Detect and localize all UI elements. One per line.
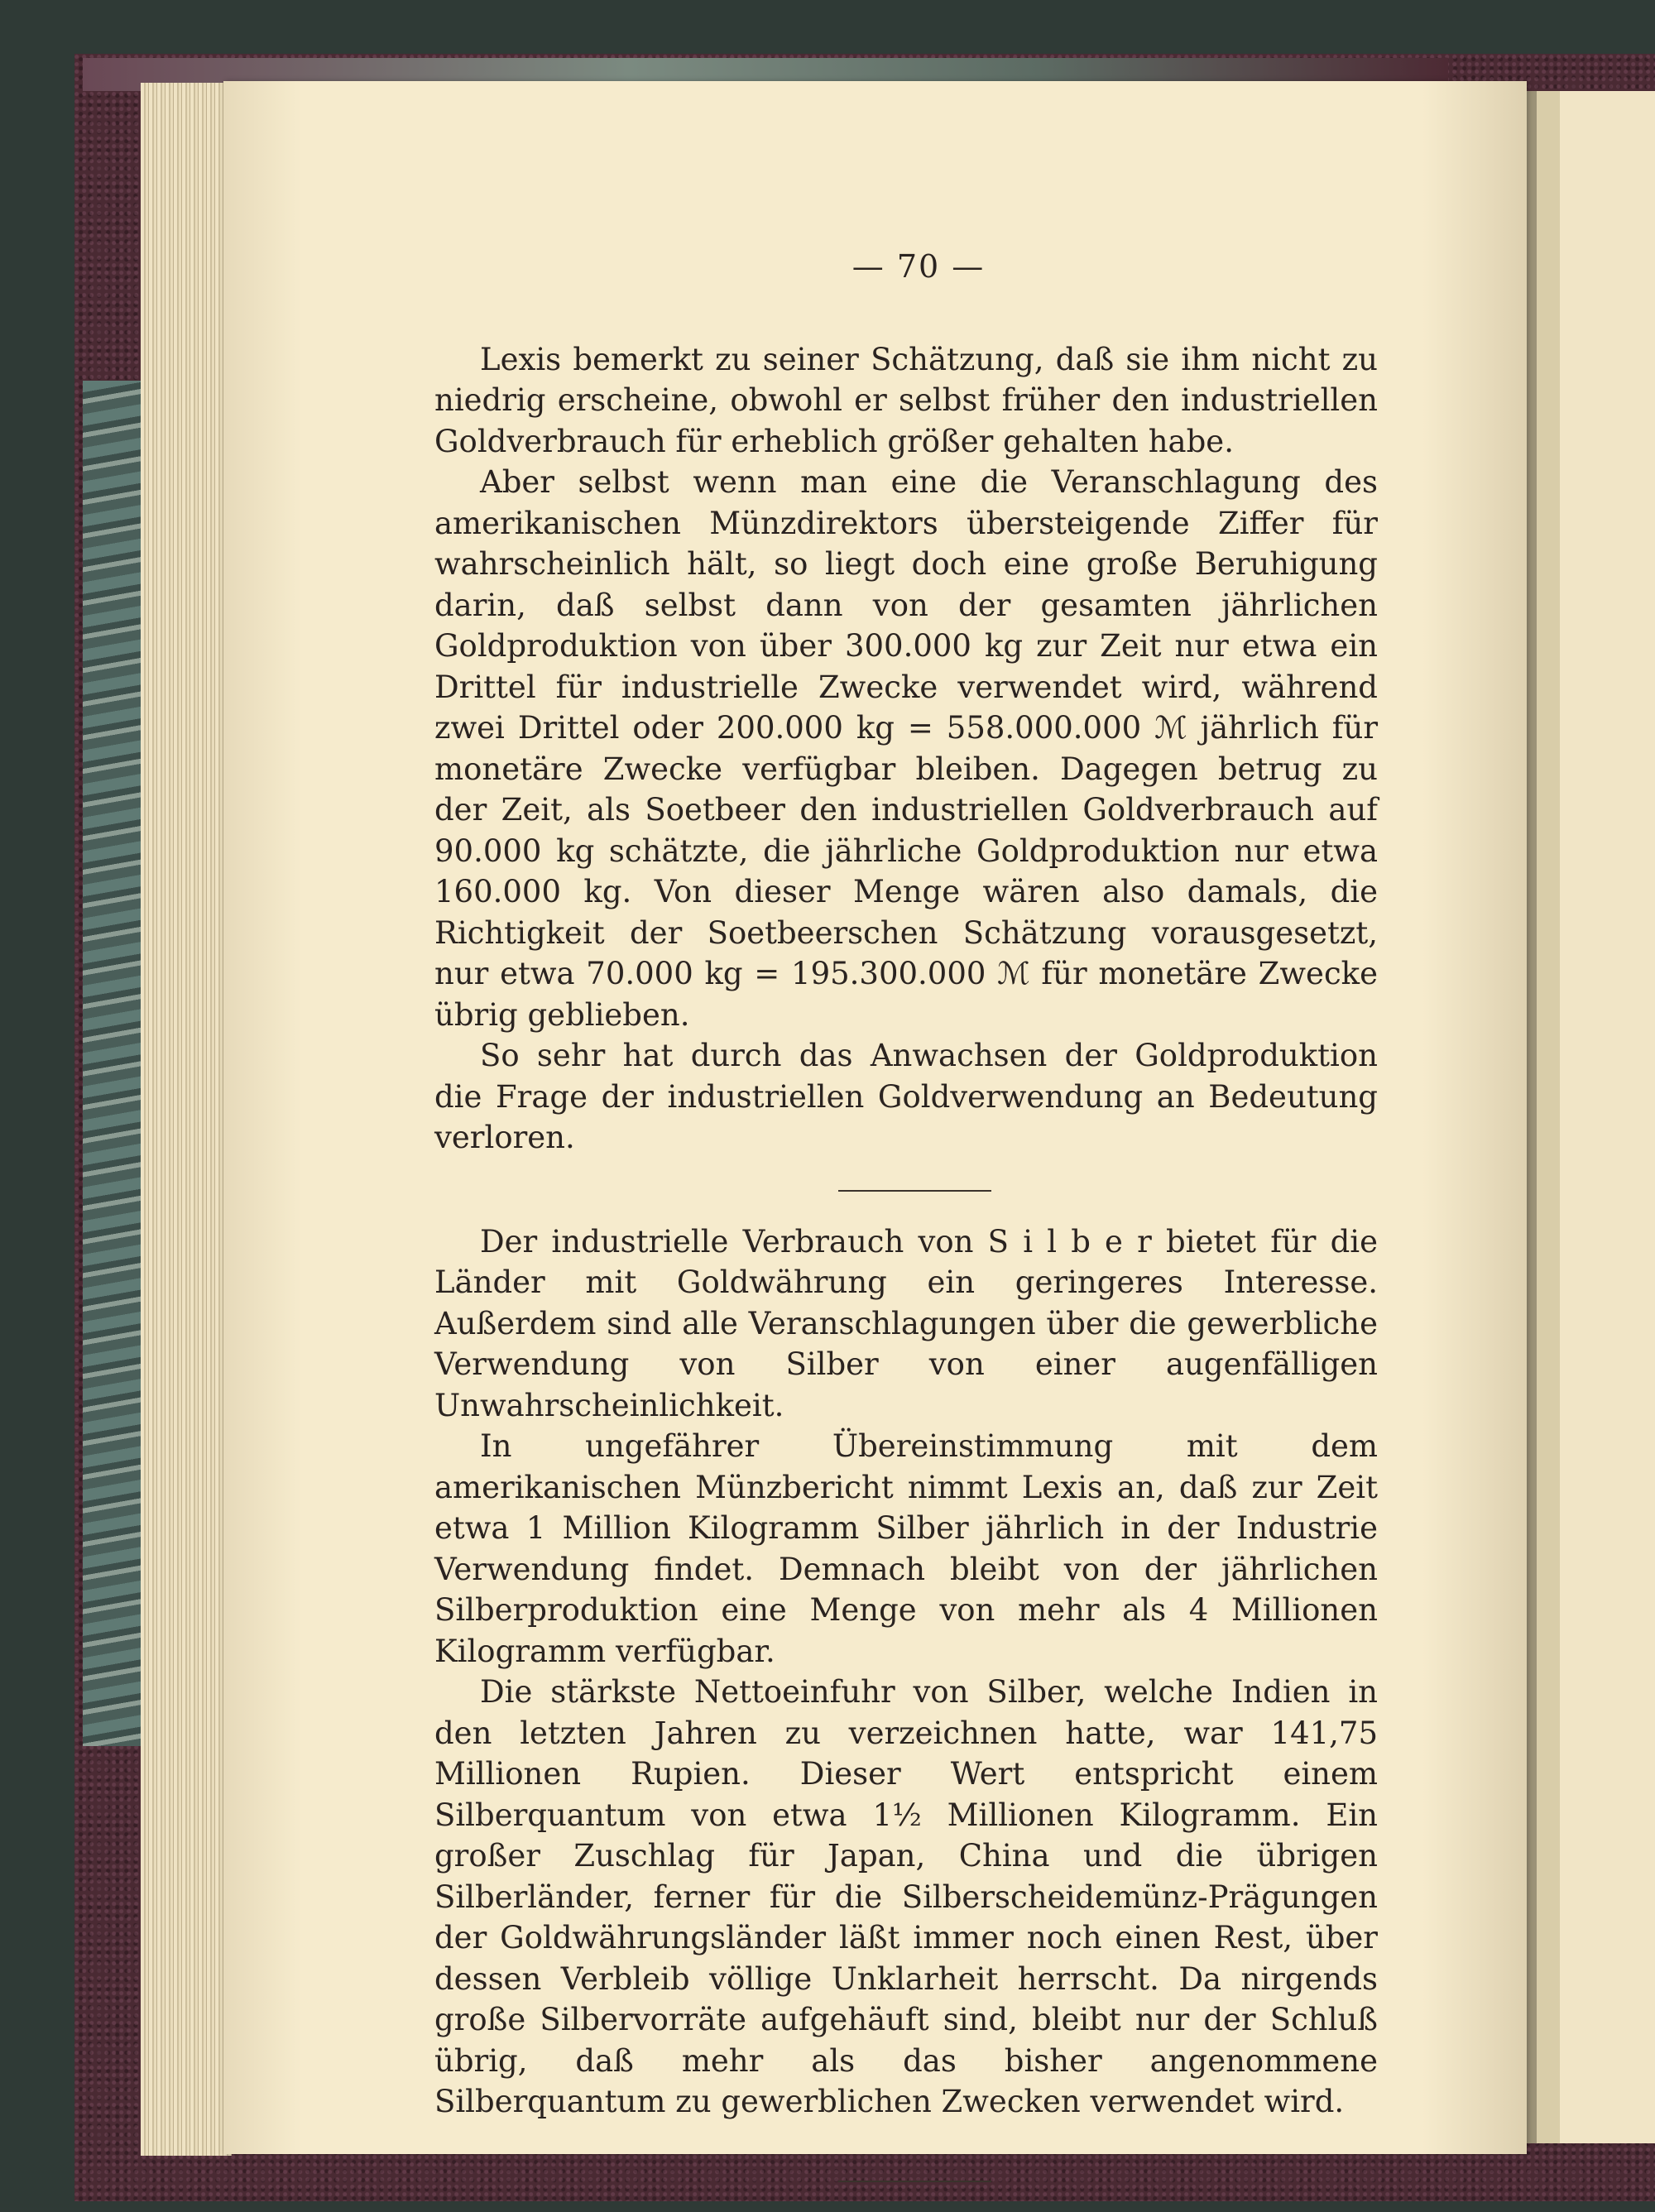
paragraph: Aber selbst wenn man eine die Veranschlagung des amerikanischen Münzdirektors übersteigende Ziffer für wahrscheinlich hält, so liegt doch eine große Beruhigung darin, daß selbst dann von der gesamten jährlichen Goldproduktion von über 300.000 kg zur Zeit nur etwa ein Drittel für industrielle Zwecke verwendet wird, während zwei Drittel oder 200.000 kg = 558.000.000 ℳ jährlich für monetäre Zwecke verfügbar bleiben. Dagegen betrug zu der Zeit, als Soetbeer den industriellen Goldverbrauch auf 90.000 kg schätzte, die jährliche Goldproduktion nur etwa 160.000 kg. Von dieser Menge wären also damals, die Richtigkeit der Soetbeerschen Schätzung vorausgesetzt, nur etwa 70.000 kg = 195.300.000 ℳ für monetäre Zwecke übrig geblieben.	[434, 464, 1378, 1033]
paragraph: In ungefährer Übereinstimmung mit dem amerikanischen Münzbericht nimmt Lexis an, daß zur Zeit etwa 1 Million Kilogramm Silber jährlich in der Industrie Verwendung findet. Demnach bleibt von der jährlichen Silberproduktion eine Menge von mehr als 4 Millionen Kilogramm verfügbar.	[434, 1428, 1378, 1669]
section-divider	[838, 1190, 991, 1192]
page-stack-edges	[141, 83, 232, 2156]
paragraph: So sehr hat durch das Anwachsen der Goldproduktion die Frage der industriellen Goldverwendung an Bedeutung verloren.	[434, 1038, 1378, 1155]
page-number: — 70 —	[851, 248, 986, 285]
paragraph: Der industrielle Verbrauch von S i l b e r bietet für die Länder mit Goldwährung ein geringeres Interesse. Außerdem sind alle Veranschlagungen über die gewerbliche Verwendung von Silber von einer augenfälligen Unwahrscheinlichkeit.	[434, 1223, 1378, 1423]
end-divider	[838, 2181, 991, 2182]
page-text	[434, 247, 1378, 2212]
paragraph: Die stärkste Nettoeinfuhr von Silber, welche Indien in den letzten Jahren zu verzeichnen hatte, war 141,75 Millionen Rupien. Dieser Wert entspricht einem Silberquantum von etwa 1½ Millionen Kilogramm. Ein großer Zuschlag für Japan, China und die übrigen Silberländer, ferner für die Silberscheidemünz-Prägungen der Goldwährungsländer läßt immer noch einen Rest, über dessen Verbleib völlige Unklarheit herrscht. Da nirgends große Silbervorräte aufgehäuft sind, bleibt nur der Schluß übrig, daß mehr als das bisher angenommene Silberquantum zu gewerblichen Zwecken verwendet wird.	[434, 1674, 1378, 2119]
paragraph: Lexis bemerkt zu seiner Schätzung, daß sie ihm nicht zu niedrig erscheine, obwohl er selbst früher den industriellen Goldverbrauch für erheblich größer gehalten habe.	[434, 341, 1378, 459]
marbled-endpaper	[83, 381, 149, 1746]
facing-page-edge	[1527, 91, 1655, 2143]
